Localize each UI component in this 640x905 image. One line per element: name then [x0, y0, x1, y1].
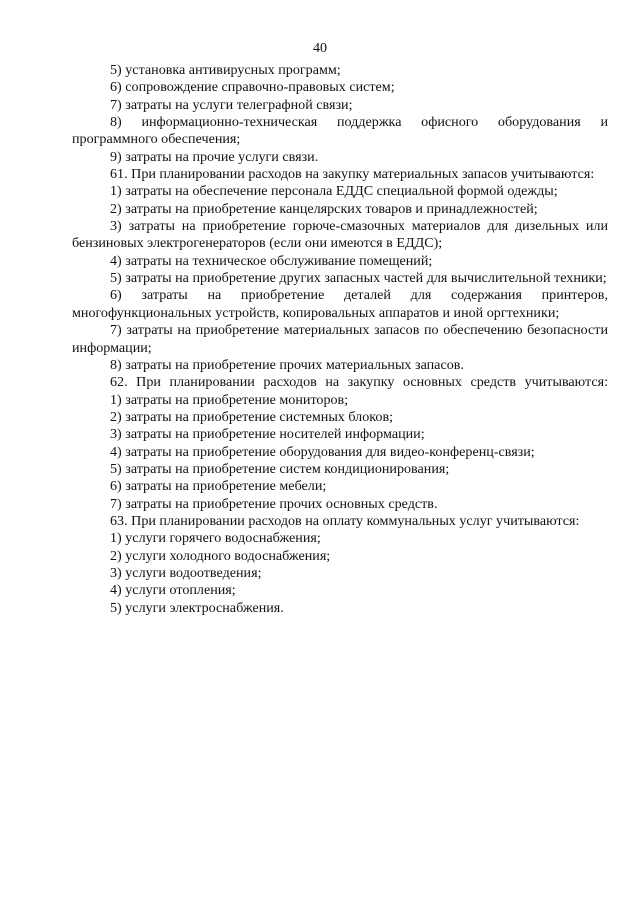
paragraph: 6) затраты на приобретение деталей для содержания принтеров, многофункциональных устройств, копировальных аппаратов и иной оргтехники;	[72, 287, 608, 321]
paragraph: 4) затраты на приобретение оборудования для видео-конференц-связи;	[110, 443, 535, 460]
paragraph: 1) услуги горячего водоснабжения;	[110, 530, 321, 547]
paragraph: 4) услуги отопления;	[110, 582, 236, 599]
paragraph: 6) сопровождение справочно-правовых систем;	[110, 79, 395, 96]
paragraph: 7) затраты на приобретение материальных запасов по обеспечению безопасности информации;	[72, 322, 608, 356]
paragraph: 2) затраты на приобретение канцелярских товаров и принадлежностей;	[110, 200, 538, 217]
paragraph: 1) затраты на приобретение мониторов;	[110, 391, 349, 408]
paragraph: 4) затраты на техническое обслуживание помещений;	[110, 252, 433, 269]
paragraph: 5) затраты на приобретение других запасных частей для вычислительной техники;	[110, 270, 607, 287]
paragraph: 8) затраты на приобретение прочих материальных запасов.	[110, 356, 464, 373]
paragraph: 2) затраты на приобретение системных блоков;	[110, 408, 394, 425]
paragraph: 5) затраты на приобретение систем кондиционирования;	[110, 460, 450, 477]
paragraph: 5) услуги электроснабжения.	[110, 599, 284, 616]
section-heading-paragraph: 62. При планировании расходов на закупку основных средств учитываются:	[110, 374, 608, 391]
section-heading-paragraph: 61. При планировании расходов на закупку материальных запасов учитываются:	[110, 166, 595, 183]
document-body	[72, 62, 608, 617]
paragraph: 7) затраты на приобретение прочих основных средств.	[110, 495, 438, 512]
paragraph: 7) затраты на услуги телеграфной связи;	[110, 96, 353, 113]
paragraph: 1) затраты на обеспечение персонала ЕДДС специальной формой одежды;	[110, 183, 558, 200]
page-number: 40	[312, 40, 328, 56]
paragraph: 3) затраты на приобретение носителей информации;	[110, 426, 425, 443]
paragraph: 8) информационно-техническая поддержка офисного оборудования и программного обеспечения;	[72, 114, 608, 148]
section-heading-paragraph: 63. При планировании расходов на оплату коммунальных услуг учитываются:	[110, 512, 580, 529]
paragraph: 5) установка антивирусных программ;	[110, 62, 341, 78]
paragraph: 3) затраты на приобретение горюче-смазочных материалов для дизельных или бензиновых электрогенераторов (если они имеются в ЕДДС);	[72, 218, 608, 252]
paragraph: 2) услуги холодного водоснабжения;	[110, 547, 331, 564]
paragraph: 6) затраты на приобретение мебели;	[110, 478, 327, 495]
paragraph: 3) услуги водоотведения;	[110, 564, 262, 581]
paragraph: 9) затраты на прочие услуги связи.	[110, 148, 319, 165]
